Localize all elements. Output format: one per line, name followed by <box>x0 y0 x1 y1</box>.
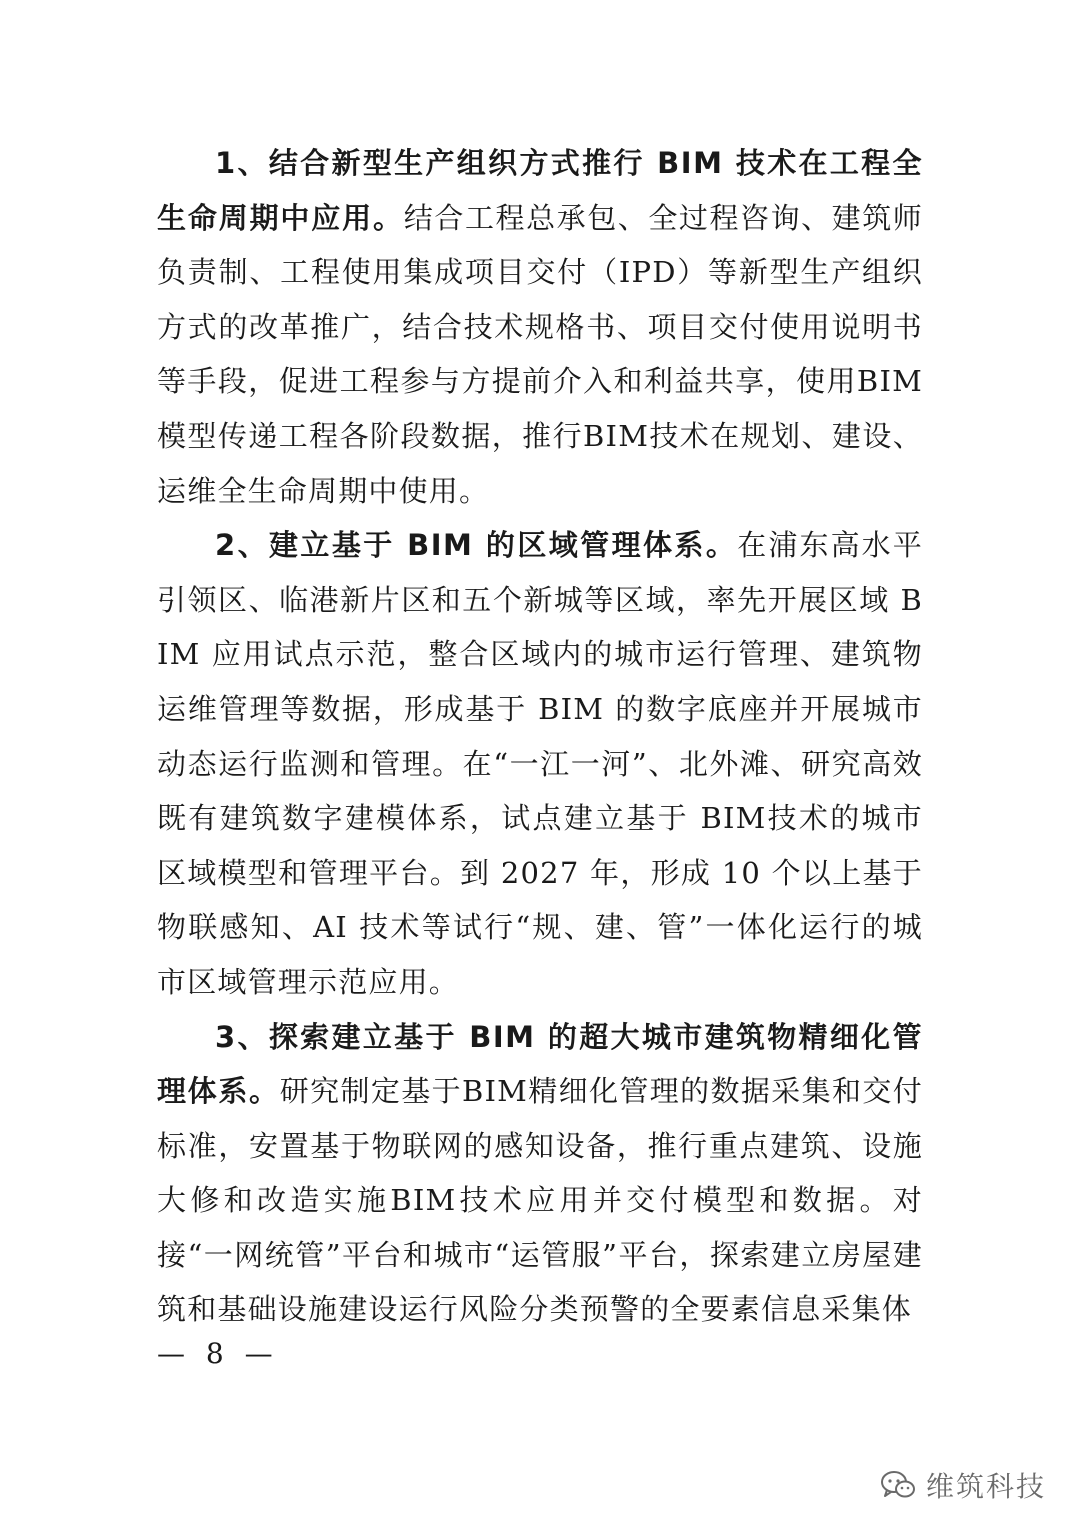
watermark-text: 维筑科技 <box>925 1470 1046 1503</box>
document-body <box>157 136 923 1337</box>
paragraph-1 <box>157 136 923 518</box>
paragraph-3 <box>157 1010 923 1338</box>
wechat-icon <box>880 1470 916 1500</box>
paragraph-3-lead: 3、探索建立基于 BIM 的超大城市建筑物精细化管理体系。 <box>157 1019 923 1109</box>
page-number: — 8 — <box>157 1337 279 1370</box>
paragraph-2-lead: 2、建立基于 BIM 的区域管理体系。 <box>215 528 738 563</box>
paragraph-3-body: 研究制定基于BIM精细化管理的数据采集和交付标准，安置基于物联网的感知设备，推行重点建筑、设施大修和改造实施BIM技术应用并交付模型和数据。对接“一网统管”平台和城市“运管服”平台，探索建立房屋建筑和基础设施建设运行风险分类预警的全要素信息采集体 <box>157 1074 923 1327</box>
watermark <box>880 1465 1046 1505</box>
paragraph-2 <box>157 518 923 1009</box>
paragraph-1-lead: 1、结合新型生产组织方式推行 BIM 技术在工程全生命周期中应用。 <box>157 146 923 235</box>
paragraph-2-body: 在浦东高水平引领区、临港新片区和五个新城等区域，率先开展区域 BIM 应用试点示范，整合区域内的城市运行管理、建筑物运维管理等数据，形成基于 BIM 的数字底座并开展城市动态运行监测和管理。在“一江一河”、北外滩、研究高效既有建筑数字建模体系，试点建立基于 BIM技术的城市区域模型和管理平台。到 2027 年，形成 10 个以上基于物联感知、AI 技术等试行“规、建、管”一体化运行的城市区域管理示范应用。 <box>157 528 923 999</box>
paragraph-1-body: 结合工程总承包、全过程咨询、建筑师负责制、工程使用集成项目交付（IPD）等新型生产组织方式的改革推广，结合技术规格书、项目交付使用说明书等手段，促进工程参与方提前介入和利益共享，使用BIM模型传递工程各阶段数据，推行BIM技术在规划、建设、运维全生命周期中使用。 <box>157 200 923 508</box>
